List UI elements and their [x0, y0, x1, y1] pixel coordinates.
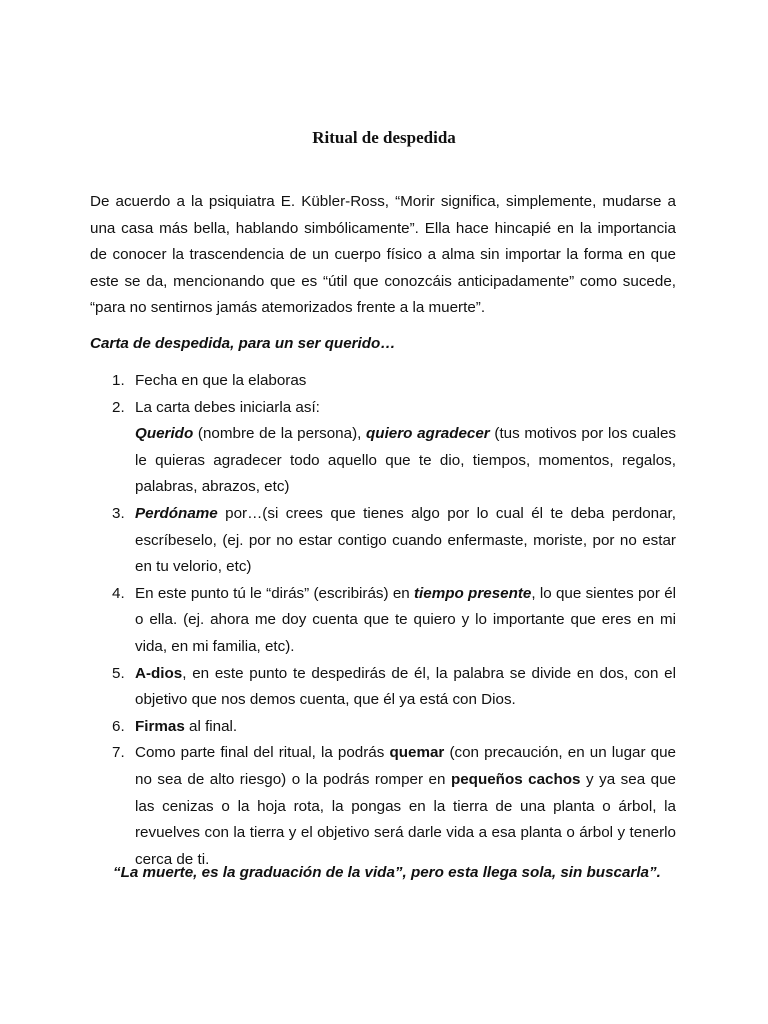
- list-text: por…(si crees que tienes algo por lo cual él te deba perdonar, escríbeselo, (ej. por no estar contigo cuando enfermaste, moriste, por no estar en tu velorio, etc): [135, 504, 676, 576]
- list-item: [90, 661, 676, 714]
- list-text: , lo que sientes por él o ella. (ej. ahora me doy cuenta que te quiero y lo importante que eres en mi vida, en mi familia, etc).: [135, 584, 677, 655]
- list-text: al final.: [184, 717, 238, 735]
- list-number: 3.: [112, 504, 125, 522]
- emphasis-text: Firmas: [135, 717, 185, 735]
- quote-text: “La muerte, es la graduación de la vida”: [113, 864, 403, 881]
- list-number: 7.: [112, 744, 125, 762]
- list-text: (nombre de la persona),: [193, 425, 367, 443]
- steps-list: [90, 368, 676, 873]
- list-text: Fecha en que la elaboras: [135, 372, 307, 389]
- list-item: [90, 501, 676, 581]
- list-text: En este punto tú le “dirás” (escribirás) en: [135, 584, 414, 602]
- emphasis-text: quemar: [389, 744, 445, 762]
- list-number: 2.: [112, 398, 125, 416]
- list-text: Como parte final del ritual, la podrás: [135, 744, 390, 762]
- list-text: y ya sea que las cenizas o la hoja rota, la pongas en la tierra de una planta o árbol, la revuelves con la tierra y el objetivo será darle vida a esa planta o árbol y tenerlo cerca de ti.: [135, 770, 676, 868]
- emphasis-text: Querido: [135, 425, 194, 443]
- list-number: 1.: [112, 372, 125, 389]
- emphasis-text: tiempo presente: [414, 584, 532, 602]
- list-number: 6.: [112, 717, 125, 735]
- list-item: [90, 740, 676, 873]
- emphasis-text: pequeños cachos: [450, 770, 581, 788]
- list-number: 4.: [112, 584, 125, 602]
- document-title: Ritual de despedida: [312, 128, 456, 147]
- emphasis-text: quiero agradecer: [366, 425, 490, 443]
- list-text: (tus motivos por los cuales le quieras agradecer todo aquello que te dio, tiempos, momentos, regalos, palabras, abrazos, etc): [135, 425, 676, 496]
- quote-text: , pero esta llega sola, sin buscarla”.: [402, 864, 661, 881]
- list-item: [90, 581, 676, 661]
- list-number: 5.: [112, 664, 125, 682]
- section-subtitle: Carta de despedida, para un ser querido…: [90, 335, 396, 352]
- list-text: La carta debes iniciarla así:: [135, 398, 320, 416]
- list-text: , en este punto te despedirás de él, la palabra se divide en dos, con el objetivo que nos demos cuenta, que él ya está con Dios.: [135, 664, 676, 709]
- list-item: [90, 714, 676, 741]
- list-item: [90, 395, 676, 501]
- emphasis-text: Perdóname: [135, 504, 218, 522]
- emphasis-text: A-dios: [135, 664, 183, 682]
- intro-paragraph: De acuerdo a la psiquiatra E. Kübler-Ross, “Morir significa, simplemente, mudarse a una casa más bella, hablando simbólicamente”. Ella hace hincapié en la importancia de conocer la trascendencia de un cuerpo físico a alma sin importar la forma en que este se da, mencionando que es “útil que conozcáis anticipadamente” como sucede, “para no sentirnos jamás atemorizados frente a la muerte”.: [90, 193, 676, 317]
- list-text: (con precaución, en un lugar que no sea de alto riesgo) o la podrás romper en: [135, 744, 676, 788]
- list-item: [90, 368, 676, 395]
- closing-quote: [113, 862, 693, 884]
